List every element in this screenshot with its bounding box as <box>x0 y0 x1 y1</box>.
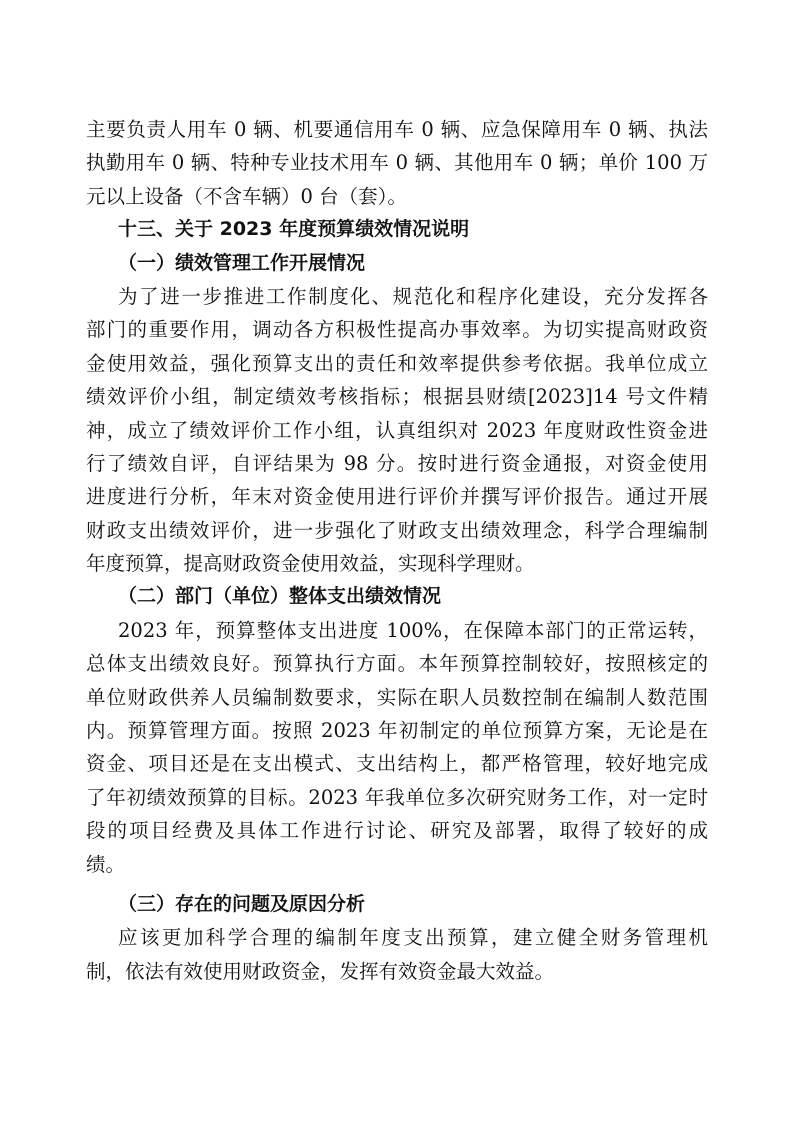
body-text-line: 了年初绩效预算的目标。2023 年我单位多次研究财务工作，对一定时 <box>86 785 708 809</box>
body-text-line: 段的项目经费及具体工作进行讨论、研究及部署，取得了较好的成 <box>86 819 708 843</box>
body-text-line: 资金、项目还是在支出模式、支出结构上，都严格管理，较好地完成 <box>86 752 708 776</box>
section-heading: 十三、关于 2023 年度预算绩效情况说明 <box>118 218 470 241</box>
body-text-line: 部门的重要作用，调动各方积极性提高办事效率。为切实提高财政资 <box>86 318 708 342</box>
body-text-line: 行了绩效自评，自评结果为 98 分。按时进行资金通报，对资金使用 <box>86 451 708 475</box>
body-text-line: 执勤用车 0 辆、特种专业技术用车 0 辆、其他用车 0 辆；单价 100 万 <box>86 151 708 175</box>
body-text-line: 神，成立了绩效评价工作小组，认真组织对 2023 年度财政性资金进 <box>86 418 708 442</box>
body-text-line: 财政支出绩效评价，进一步强化了财政支出绩效理念，科学合理编制 <box>86 518 708 542</box>
body-text-line: 绩。 <box>86 852 126 876</box>
body-text-line: 金使用效益，强化预算支出的责任和效率提供参考依据。我单位成立 <box>86 351 708 375</box>
document-page <box>86 113 708 988</box>
body-text-line: 单位财政供养人员编制数要求，实际在职人员数控制在编制人数范围 <box>86 685 708 709</box>
body-text-line: 绩效评价小组，制定绩效考核指标；根据县财绩[2023]14 号文件精 <box>86 385 708 409</box>
subsection-heading: （一）绩效管理工作开展情况 <box>118 251 366 274</box>
body-text-line: 年度预算，提高财政资金使用效益，实现科学理财。 <box>86 552 535 576</box>
subsection-heading: （二）部门（单位）整体支出绩效情况 <box>118 585 442 608</box>
body-text-line: 2023 年，预算整体支出进度 100%，在保障本部门的正常运转， <box>118 618 708 642</box>
body-text-line: 进度进行分析，年末对资金使用进行评价并撰写评价报告。通过开展 <box>86 485 708 509</box>
body-text-line: 为了进一步推进工作制度化、规范化和程序化建设，充分发挥各 <box>118 284 708 308</box>
body-text-line: 总体支出绩效良好。预算执行方面。本年预算控制较好，按照核定的 <box>86 652 708 676</box>
subsection-heading: （三）存在的问题及原因分析 <box>118 892 366 915</box>
body-text-line: 应该更加科学合理的编制年度支出预算，建立健全财务管理机 <box>118 926 708 950</box>
body-text-line: 内。预算管理方面。按照 2023 年初制定的单位预算方案，无论是在 <box>86 719 708 743</box>
body-text-line: 主要负责人用车 0 辆、机要通信用车 0 辆、应急保障用车 0 辆、执法 <box>86 118 708 141</box>
body-text-line: 元以上设备（不含车辆）0 台（套）。 <box>86 184 407 208</box>
body-text-line: 制，依法有效使用财政资金，发挥有效资金最大效益。 <box>86 959 555 983</box>
